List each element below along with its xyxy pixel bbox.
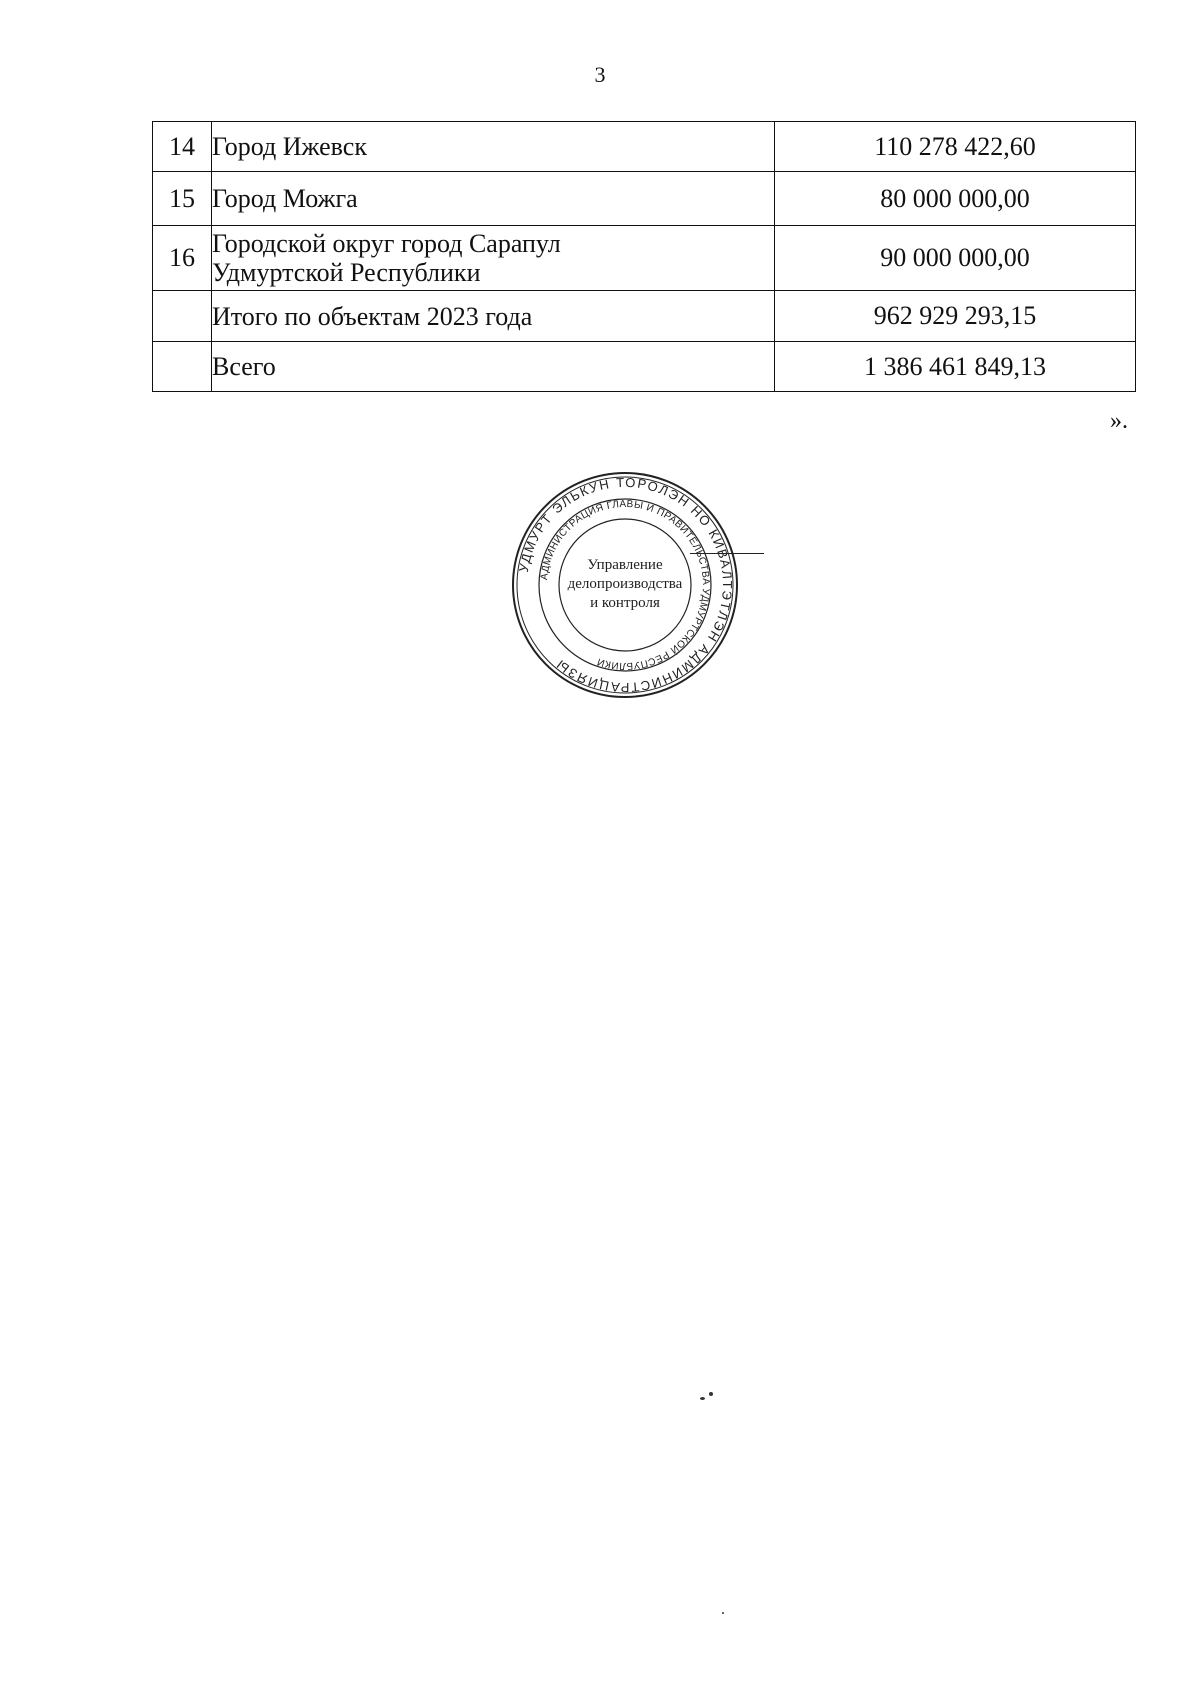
- scan-speck: [722, 1612, 724, 1614]
- funding-table: [152, 121, 1136, 392]
- table-row: [153, 342, 1136, 392]
- row-amount: 90 000 000,00: [775, 226, 1136, 291]
- row-amount: 962 929 293,15: [775, 291, 1136, 342]
- stamp-center-line: и контроля: [590, 595, 660, 611]
- table-row: [153, 172, 1136, 226]
- row-number: 15: [153, 172, 212, 226]
- row-amount: 1 386 461 849,13: [775, 342, 1136, 392]
- stamp-center-line: делопроизводства: [567, 576, 683, 592]
- scan-speck: [700, 1397, 705, 1400]
- table-row: [153, 122, 1136, 172]
- row-amount: 110 278 422,60: [775, 122, 1136, 172]
- stamp-inner-text: АДМИНИСТРАЦИЯ ГЛАВЫ И ПРАВИТЕЛЬСТВА УДМУРТСКОЙ РЕСПУБЛИКИ: [539, 498, 712, 672]
- table-row: [153, 291, 1136, 342]
- scan-speck: [709, 1392, 713, 1396]
- closing-quote-mark: ».: [1110, 408, 1128, 434]
- stamp-center-text: [560, 556, 690, 613]
- row-name: Итого по объектам 2023 года: [212, 291, 775, 342]
- row-number: [153, 291, 212, 342]
- page-number: 3: [594, 62, 606, 87]
- stamp-center-line: Управление: [587, 557, 663, 573]
- row-number: [153, 342, 212, 392]
- table-row: [153, 226, 1136, 291]
- row-name: Городской округ город Сарапул Удмуртской Республики: [212, 226, 775, 291]
- row-number: 16: [153, 226, 212, 291]
- row-amount: 80 000 000,00: [775, 172, 1136, 226]
- row-name: Город Можга: [212, 172, 775, 226]
- row-name: Город Ижевск: [212, 122, 775, 172]
- stamp-outer-text: УДМУРТ ЭЛЬКУН ТОРОЛЭН НО КИВАЛТЭТЛЭН АДМИНИСТРАЦИЯЗЫ: [515, 474, 736, 696]
- row-name: Всего: [212, 342, 775, 392]
- row-number: 14: [153, 122, 212, 172]
